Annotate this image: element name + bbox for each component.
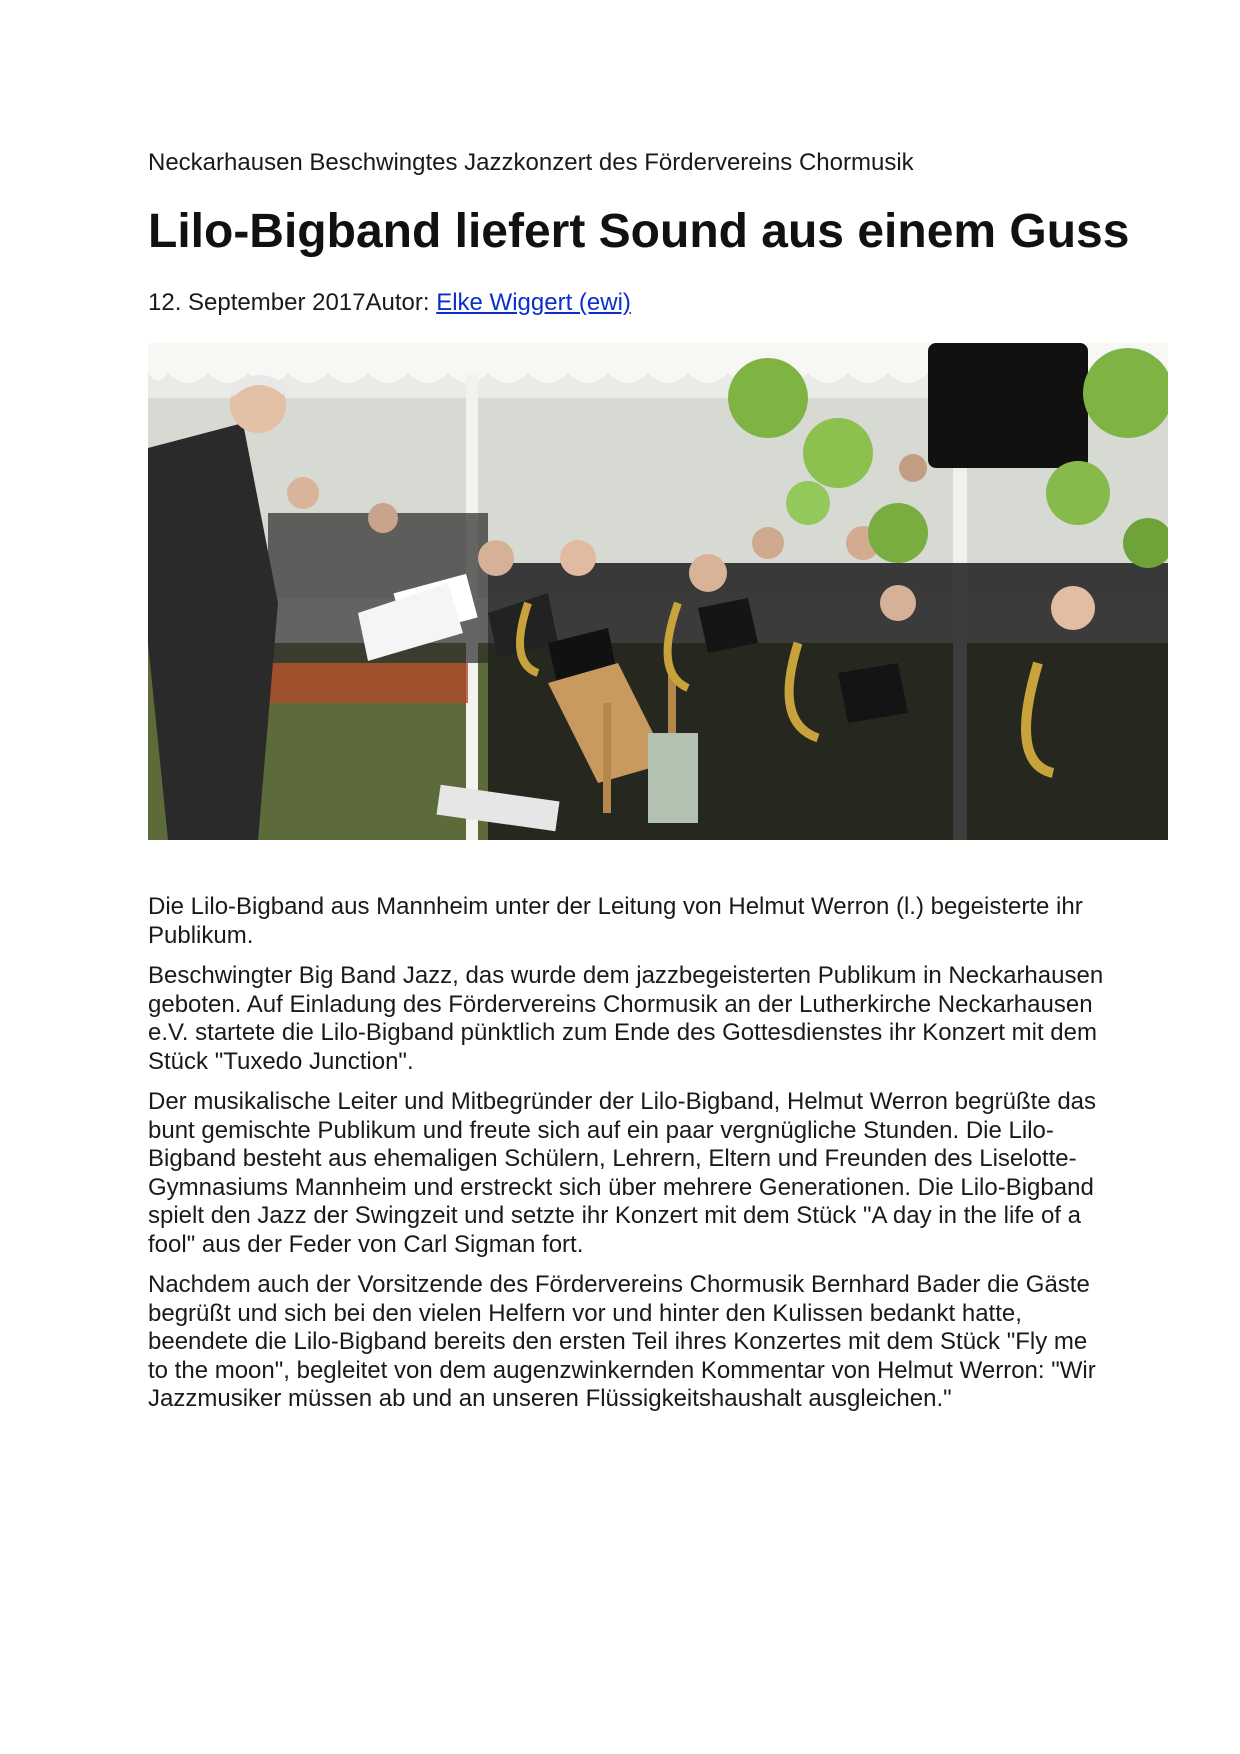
article-meta: [148, 288, 631, 318]
body-paragraph-1: Beschwingter Big Band Jazz, das wurde dem jazzbegeisterten Publikum in Neckarhausen geboten. Auf Einladung des Fördervereins Chormusik an der Lutherkirche Neckarhausen e.V. startete die Lilo-Bigband pünktlich zum Ende des Gottesdienstes ihr Konzert mit dem Stück "Tuxedo Junction".: [148, 962, 1104, 1075]
author-link[interactable]: Elke Wiggert (ewi): [436, 289, 631, 316]
body-paragraph-2: Der musikalische Leiter und Mitbegründer der Lilo-Bigband, Helmut Werron begrüßte das bunt gemischte Publikum und freute sich auf ein paar vergnügliche Stunden. Die Lilo-Bigband besteht aus ehemaligen Schülern, Lehrern, Eltern und Freunden des Liselotte-Gymnasiums Mannheim und erstreckt sich über mehrere Generationen. Die Lilo-Bigband spielt den Jazz der Swingzeit und setzte ihr Konzert mit dem Stück "A day in the life of a fool" aus der Feder von Carl Sigman fort.: [148, 1088, 1097, 1258]
article-headline: Lilo-Bigband liefert Sound aus einem Guss: [148, 205, 1130, 258]
article-kicker: Neckarhausen Beschwingtes Jazzkonzert des Fördervereins Chormusik: [148, 149, 914, 176]
article-photo: [148, 343, 1168, 840]
photo-caption: Die Lilo-Bigband aus Mannheim unter der Leitung von Helmut Werron (l.) begeisterte ihr Publikum.: [148, 893, 1083, 949]
article-date: 12. September 2017: [148, 289, 366, 316]
author-label: Autor:: [365, 289, 437, 316]
body-paragraph-3: Nachdem auch der Vorsitzende des Fördervereins Chormusik Bernhard Bader die Gäste begrüßt und sich bei den vielen Helfern vor und hinter den Kulissen bedankt hatte, beendete die Lilo-Bigband bereits den ersten Teil ihres Konzertes mit dem Stück "Fly me to the moon", begleitet von dem augenzwinkernden Kommentar von Helmut Werron: "Wir Jazzmusiker müssen ab und an unseren Flüssigkeitshaushalt ausgleichen.": [148, 1271, 1096, 1412]
article-body: [148, 893, 1108, 1426]
